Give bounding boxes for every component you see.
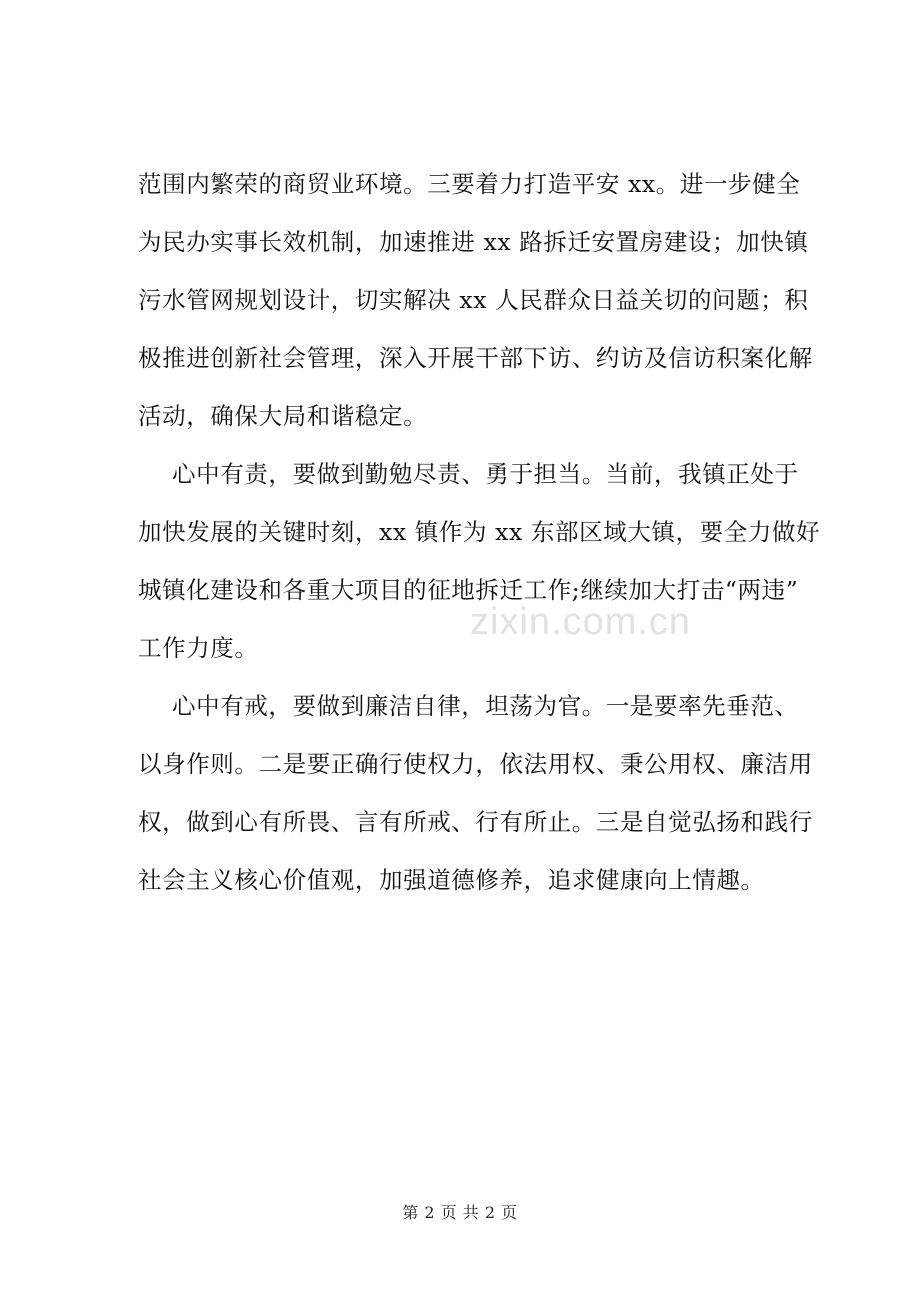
text-line-5: 活动，确保大局和谐稳定。 [138, 402, 428, 430]
text-line-2: 为民办实事长效机制，加速推进 xx 路拆迁安置房建设；加快镇 [138, 228, 809, 256]
text-line-4: 极推进创新社会管理，深入开展干部下访、约访及信访积案化解 [138, 344, 813, 372]
page-footer: 第 2 页 共 2 页 [402, 1203, 518, 1222]
watermark: zixin.com.cn [470, 601, 692, 643]
text-line-1: 范围内繁荣的商贸业环境。三要着力打造平安 xx。进一步健全 [138, 170, 801, 198]
text-line-12: 权，做到心有所畏、言有所戒、行有所止。三是自觉弘扬和践行 [138, 808, 813, 836]
text-line-11: 以身作则。二是要正确行使权力，依法用权、秉公用权、廉洁用 [138, 750, 813, 778]
text-line-3: 污水管网规划设计，切实解决 xx 人民群众日益关切的问题；积 [138, 286, 809, 314]
text-line-10: 心中有戒，要做到廉洁自律，坦荡为官。一是要率先垂范、 [172, 692, 799, 720]
text-line-6: 心中有责，要做到勤勉尽责、勇于担当。当前，我镇正处于 [172, 460, 799, 488]
text-line-9: 工作力度。 [138, 634, 259, 662]
text-line-13: 社会主义核心价值观，加强道德修养，追求健康向上情趣。 [138, 866, 765, 894]
text-line-7: 加快发展的关键时刻，xx 镇作为 xx 东部区域大镇，要全力做好 [138, 518, 821, 546]
text-line-8: 城镇化建设和各重大项目的征地拆迁工作;继续加大打击“两违” [138, 576, 799, 604]
